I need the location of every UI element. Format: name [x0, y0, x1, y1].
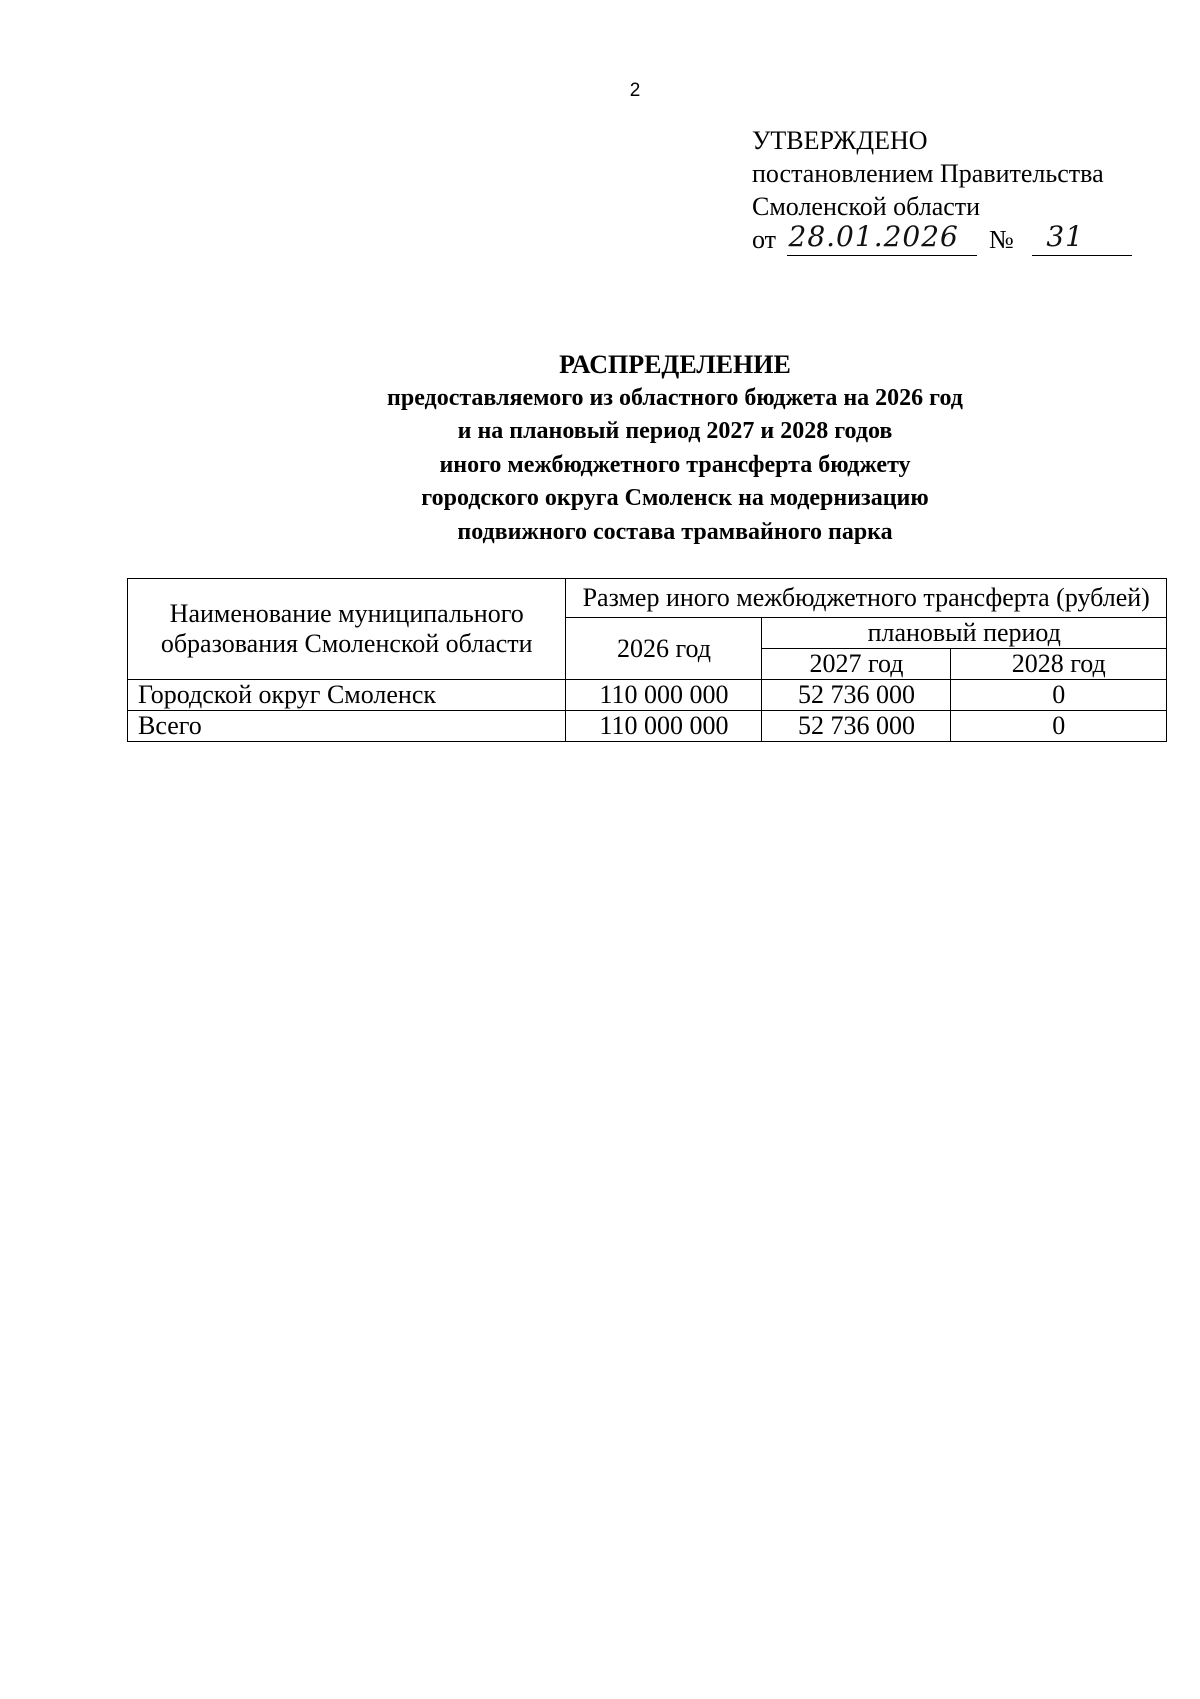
number-label: №	[989, 225, 1014, 254]
header-year-2026: 2026 год	[566, 618, 762, 680]
handwritten-number: 31	[1046, 220, 1084, 253]
page-number: 2	[629, 80, 641, 101]
number-blank	[1032, 220, 1132, 256]
row-name: Городской округ Смоленск	[128, 680, 566, 711]
table-header-row-1	[128, 579, 1167, 618]
table-row-total	[128, 711, 1167, 742]
header-amount-group: Размер иного межбюджетного трансферта (рублей)	[566, 579, 1167, 618]
row-value-2028: 0	[951, 680, 1167, 711]
header-year-2027: 2027 год	[762, 649, 951, 680]
row-value-2026: 110 000 000	[566, 680, 762, 711]
approval-date-row	[752, 220, 1132, 256]
title-line-1: предоставляемого из областного бюджета на 2026 год	[387, 384, 963, 411]
title-main: РАСПРЕДЕЛЕНИЕ	[559, 350, 791, 379]
table-row	[128, 680, 1167, 711]
row-value-2027: 52 736 000	[762, 711, 951, 742]
header-planning-period: плановый период	[762, 618, 1167, 649]
distribution-table	[127, 578, 1167, 742]
approval-line-1: постановлением Правительства	[752, 159, 1104, 188]
approval-heading: УТВЕРЖДЕНО	[752, 126, 928, 155]
date-blank	[787, 220, 977, 256]
document-title	[0, 348, 1200, 549]
header-municipality: Наименование муниципального образования Смоленской области	[128, 579, 566, 680]
title-line-5: подвижного состава трамвайного парка	[457, 518, 893, 545]
row-value-2026: 110 000 000	[566, 711, 762, 742]
title-line-3: иного межбюджетного трансферта бюджету	[439, 451, 911, 478]
row-name: Всего	[128, 711, 566, 742]
row-value-2027: 52 736 000	[762, 680, 951, 711]
approval-stamp	[752, 124, 1132, 256]
title-line-2: и на плановый период 2027 и 2028 годов	[457, 418, 893, 444]
title-line-4: городского округа Смоленск на модернизацию	[421, 485, 929, 511]
header-year-2028: 2028 год	[951, 649, 1167, 680]
approval-line-2: Смоленской области	[752, 192, 981, 221]
row-value-2028: 0	[951, 711, 1167, 742]
handwritten-date: 28.01.2026	[788, 220, 959, 253]
date-prefix: от	[752, 225, 777, 254]
